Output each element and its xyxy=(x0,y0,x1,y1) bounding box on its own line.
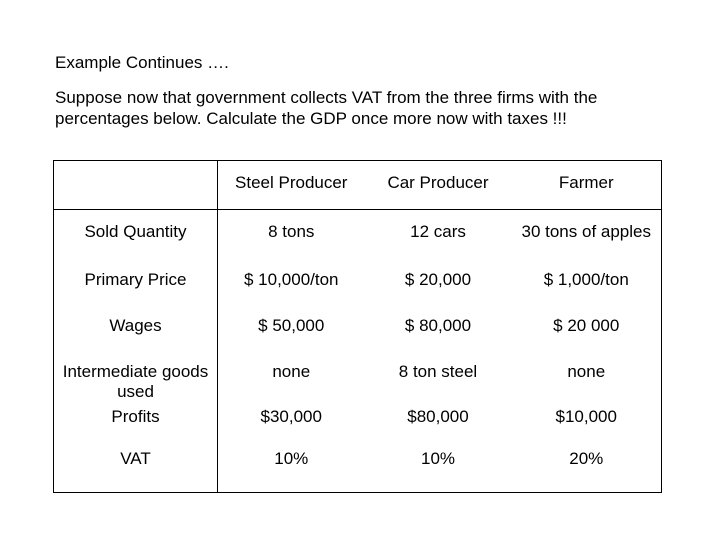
table-cell: 20% xyxy=(569,449,604,468)
intro-line-1: Suppose now that government collects VAT from the three firms with the xyxy=(55,88,598,107)
table-row xyxy=(54,350,662,402)
table-cell: none xyxy=(272,362,311,381)
table-cell: 8 ton steel xyxy=(398,362,478,381)
row-label-vat: VAT xyxy=(54,441,218,493)
table-cell: $ 1,000/ton xyxy=(543,270,629,289)
table-cell: $ 50,000 xyxy=(258,316,325,335)
table-cell: 30 tons of apples xyxy=(521,222,651,241)
slide-heading: Example Continues …. xyxy=(55,53,229,72)
row-label-profits: Profits xyxy=(54,402,218,441)
table-cell: 10% xyxy=(420,449,456,468)
table-cell: $30,000 xyxy=(260,407,322,426)
table-cell: $ 80,000 xyxy=(404,316,472,335)
table-cell: 12 cars xyxy=(410,222,466,241)
table-cell: $ 20 000 xyxy=(553,316,620,335)
table-cell: 8 tons xyxy=(268,222,315,241)
table-row xyxy=(54,210,662,259)
table-row xyxy=(54,258,662,304)
column-header-steel-producer: Steel Producer xyxy=(218,161,365,210)
table-cell: 10% xyxy=(274,449,309,468)
table-corner-cell xyxy=(54,161,218,210)
table-row xyxy=(54,304,662,350)
column-header-farmer: Farmer xyxy=(512,161,662,210)
table-cell: $ 20,000 xyxy=(404,270,472,289)
intro-text xyxy=(55,87,695,129)
table-cell: $ 10,000/ton xyxy=(243,270,339,289)
row-label-primary-price: Primary Price xyxy=(54,258,218,304)
table-header-row xyxy=(54,161,662,210)
row-label-sold-quantity: Sold Quantity xyxy=(54,210,218,259)
table-row xyxy=(54,402,662,441)
vat-table xyxy=(53,160,662,493)
intro-line-2: percentages below. Calculate the GDP once more now with taxes !!! xyxy=(55,109,567,128)
table-cell: none xyxy=(567,362,606,381)
row-label-wages: Wages xyxy=(54,304,218,350)
table-row xyxy=(54,441,662,493)
table-cell: $80,000 xyxy=(407,407,469,426)
table-cell: $10,000 xyxy=(555,407,617,426)
column-header-car-producer: Car Producer xyxy=(365,161,512,210)
row-label-intermediate-goods: Intermediate goods used xyxy=(54,350,218,402)
